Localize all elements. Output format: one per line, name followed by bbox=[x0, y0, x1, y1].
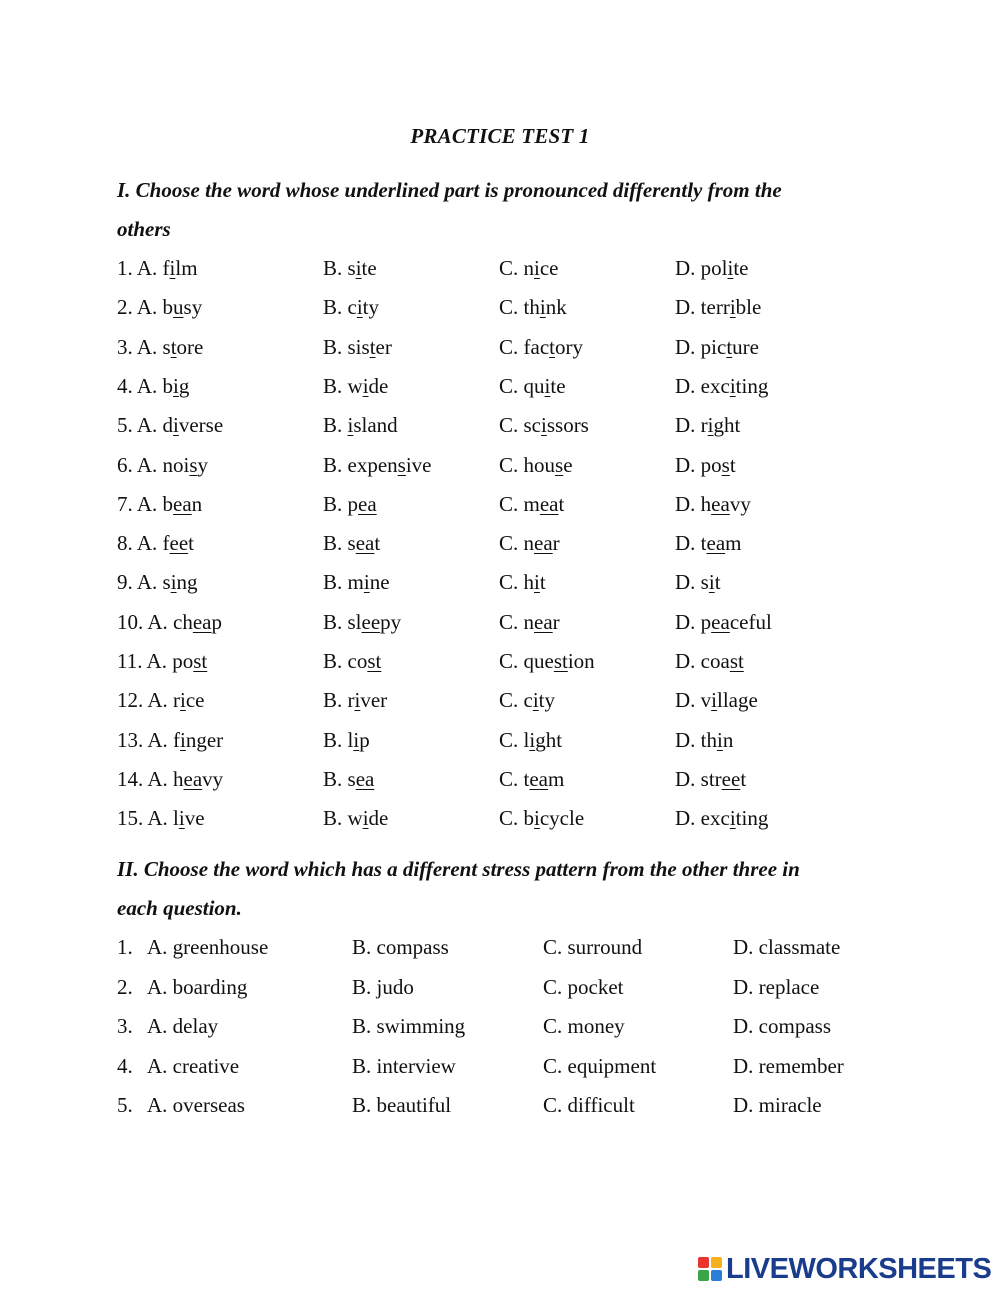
option-d bbox=[675, 335, 759, 360]
option-c bbox=[499, 531, 560, 556]
word-part-under: i bbox=[717, 727, 723, 752]
word-part-post: sland bbox=[353, 413, 398, 438]
word-part-post: vy bbox=[202, 766, 224, 791]
word-part-post: llage bbox=[717, 688, 758, 713]
option-b: B. compass bbox=[352, 935, 449, 959]
section1-heading-line2: others bbox=[117, 217, 171, 241]
word-part-under: i bbox=[534, 256, 540, 280]
word-part-under: ea bbox=[534, 531, 553, 556]
option-c bbox=[499, 453, 573, 478]
question-number: 2. A. bbox=[117, 295, 158, 320]
word-part-pre: f bbox=[162, 256, 170, 280]
word-part-post: er bbox=[375, 334, 392, 359]
word-part-post: t bbox=[714, 570, 721, 595]
word-part-under: i bbox=[362, 373, 369, 398]
word-part-under: i bbox=[727, 256, 734, 280]
word-part-pre: C. t bbox=[499, 766, 530, 791]
word-part-pre: C. n bbox=[499, 531, 535, 556]
word-part-under: ea bbox=[355, 531, 375, 556]
word-part-under: st bbox=[553, 649, 568, 673]
word-part-pre: b bbox=[162, 373, 174, 398]
word-part-pre: C. m bbox=[499, 491, 540, 516]
word-part-post: ble bbox=[735, 295, 762, 320]
word-part-under: s bbox=[721, 452, 730, 477]
word-part-pre: B. m bbox=[323, 570, 364, 595]
word-part-post: te bbox=[550, 373, 566, 398]
word-part-post: t bbox=[729, 452, 736, 477]
option-c bbox=[499, 610, 560, 635]
word-part-under: i bbox=[708, 570, 715, 595]
word-part-under: i bbox=[529, 727, 536, 752]
option-a bbox=[117, 374, 189, 399]
option-b bbox=[323, 492, 377, 517]
option-d bbox=[675, 688, 758, 713]
word-part-pre: D. exc bbox=[675, 373, 730, 398]
word-part-post: ve bbox=[184, 806, 205, 831]
word-part-pre: B. l bbox=[323, 727, 354, 752]
option-d bbox=[675, 256, 749, 281]
option-d: D. remember bbox=[733, 1053, 844, 1078]
option-a bbox=[117, 453, 208, 478]
option-a bbox=[117, 492, 202, 517]
word-part-pre: C. c bbox=[499, 688, 533, 713]
word-part-pre: ch bbox=[173, 609, 193, 634]
option-b: B. judo bbox=[352, 974, 414, 999]
word-part-pre: C. qu bbox=[499, 373, 545, 398]
logo-mark-icon bbox=[698, 1257, 722, 1281]
word-part-post: ty bbox=[538, 688, 556, 713]
word-part-pre: D. s bbox=[675, 570, 709, 595]
word-part-under: i bbox=[173, 373, 179, 398]
word-part-pre: C. hou bbox=[499, 452, 556, 477]
word-part-post: m bbox=[725, 531, 742, 556]
word-part-under: i bbox=[356, 295, 363, 320]
word-part-under: st bbox=[729, 649, 744, 673]
word-part-under: ea bbox=[358, 491, 377, 516]
word-part-post: ght bbox=[713, 413, 741, 438]
option-a bbox=[117, 335, 203, 360]
question-number: 8. A. bbox=[117, 531, 158, 556]
question-number: 1. A. bbox=[117, 256, 158, 280]
word-part-under: i bbox=[354, 688, 361, 713]
word-part-pre: C. n bbox=[499, 609, 535, 634]
word-part-under: ee bbox=[361, 609, 381, 634]
option-b: B. swimming bbox=[352, 1014, 466, 1038]
word-part-pre: s bbox=[162, 334, 171, 359]
word-part-pre: B. sl bbox=[323, 609, 362, 634]
word-part-under: i bbox=[729, 373, 736, 398]
option-d bbox=[675, 806, 768, 831]
word-part-post: cycle bbox=[539, 806, 585, 831]
word-part-pre: f bbox=[162, 531, 170, 556]
word-part-under: i bbox=[541, 413, 547, 438]
word-part-pre: D. th bbox=[675, 727, 717, 752]
word-part-pre: C. n bbox=[499, 256, 535, 280]
word-part-post: y bbox=[197, 452, 209, 477]
option-a bbox=[117, 767, 223, 792]
word-part-under: i bbox=[544, 373, 551, 398]
option-c: C. difficult bbox=[543, 1093, 635, 1117]
option-a bbox=[117, 256, 198, 281]
word-part-post: t bbox=[558, 491, 565, 516]
option-a bbox=[117, 531, 194, 556]
logo-square-4 bbox=[711, 1270, 722, 1281]
word-part-under: s bbox=[189, 452, 198, 477]
word-part-pre: D. coa bbox=[675, 649, 730, 673]
word-part-post: m bbox=[548, 766, 565, 791]
word-part-post: p bbox=[211, 609, 222, 634]
option-d bbox=[675, 374, 768, 399]
word-part-under: st bbox=[193, 649, 208, 673]
word-part-under: i bbox=[363, 570, 370, 595]
word-part-pre: D. v bbox=[675, 688, 712, 713]
word-part-post: ce bbox=[539, 256, 559, 280]
word-part-under: ea bbox=[192, 609, 212, 634]
word-part-under: i bbox=[534, 570, 540, 595]
word-part-post: ting bbox=[735, 373, 769, 398]
word-part-under: ee bbox=[721, 766, 741, 791]
word-part-pre: B. sis bbox=[323, 334, 370, 359]
option-c bbox=[499, 374, 566, 399]
option-b bbox=[323, 453, 432, 478]
word-part-post: ng bbox=[176, 570, 198, 595]
word-part-pre: h bbox=[173, 766, 184, 791]
word-part-under: i bbox=[729, 295, 736, 320]
question-number: 4. bbox=[117, 1053, 133, 1078]
option-b bbox=[323, 256, 377, 281]
option-b bbox=[323, 806, 388, 831]
word-part-pre: s bbox=[162, 570, 171, 595]
word-part-pre: C. que bbox=[499, 649, 554, 673]
word-part-post: ure bbox=[732, 334, 759, 359]
word-part-pre: D. po bbox=[675, 452, 722, 477]
word-part-pre: D. pic bbox=[675, 334, 727, 359]
word-part-pre: D. r bbox=[675, 413, 708, 438]
word-part-post: t bbox=[374, 531, 381, 556]
word-part-post: nger bbox=[185, 727, 224, 752]
option-b bbox=[323, 728, 370, 753]
logo-square-2 bbox=[711, 1257, 722, 1268]
option-b bbox=[323, 688, 387, 713]
word-part-pre: B. s bbox=[323, 531, 356, 556]
section2-heading-line1: II. Choose the word which has a different stress pattern from the other three in bbox=[117, 857, 800, 881]
word-part-under: i bbox=[180, 688, 186, 713]
word-part-post: n bbox=[191, 491, 203, 516]
option-a: A. greenhouse bbox=[147, 935, 269, 959]
word-part-under: s bbox=[555, 452, 564, 477]
option-b bbox=[323, 413, 398, 438]
word-part-under: ea bbox=[183, 766, 203, 791]
logo-square-1 bbox=[698, 1257, 709, 1268]
option-d bbox=[675, 492, 751, 517]
option-a: A. creative bbox=[147, 1053, 240, 1078]
option-b bbox=[323, 374, 388, 399]
word-part-pre: D. p bbox=[675, 609, 712, 634]
option-d: D. classmate bbox=[733, 935, 841, 959]
question-number: 10. A. bbox=[117, 609, 168, 634]
word-part-pre: D. terr bbox=[675, 295, 730, 320]
option-a: A. delay bbox=[147, 1014, 219, 1038]
word-part-under: t bbox=[170, 334, 177, 359]
question-number: 2. bbox=[117, 974, 133, 999]
word-part-under: i bbox=[729, 806, 736, 831]
option-c bbox=[499, 767, 564, 792]
word-part-pre: B. expen bbox=[323, 452, 398, 477]
word-part-post: ive bbox=[405, 452, 432, 477]
word-part-post: t bbox=[188, 531, 195, 556]
word-part-post: ssors bbox=[546, 413, 589, 438]
option-c bbox=[499, 492, 564, 517]
word-part-post: de bbox=[368, 373, 389, 398]
option-c: C. money bbox=[543, 1014, 625, 1038]
option-b bbox=[323, 570, 390, 595]
question-number: 15. A. bbox=[117, 806, 168, 831]
word-part-post: ion bbox=[567, 649, 595, 673]
word-part-pre: B. r bbox=[323, 688, 355, 713]
word-part-under: ea bbox=[173, 491, 192, 516]
word-part-under: ee bbox=[169, 531, 189, 556]
logo-text: LIVEWORKSHEETS bbox=[726, 1252, 992, 1285]
option-d bbox=[675, 767, 746, 792]
option-d bbox=[675, 610, 772, 635]
word-part-under: ea bbox=[539, 491, 559, 516]
page-title: PRACTICE TEST 1 bbox=[410, 124, 590, 148]
word-part-post: e bbox=[563, 452, 573, 477]
option-d bbox=[675, 570, 721, 595]
word-part-post: t bbox=[740, 766, 747, 791]
word-part-post: te bbox=[733, 256, 749, 280]
word-part-pre: D. t bbox=[675, 531, 707, 556]
option-c bbox=[499, 570, 546, 595]
question-number: 9. A. bbox=[117, 570, 158, 595]
word-part-pre: B. w bbox=[323, 806, 363, 831]
word-part-post: ne bbox=[369, 570, 390, 595]
word-part-pre: C. l bbox=[499, 727, 530, 752]
word-part-under: st bbox=[367, 649, 382, 673]
word-part-pre: B. s bbox=[323, 766, 356, 791]
option-d: D. miracle bbox=[733, 1093, 822, 1117]
option-d bbox=[675, 531, 742, 556]
question-number: 3. bbox=[117, 1014, 133, 1038]
section1-heading-line1: I. Choose the word whose underlined part is pronounced differently from the bbox=[117, 178, 782, 202]
option-c bbox=[499, 688, 555, 713]
option-a: A. boarding bbox=[147, 974, 248, 999]
option-d bbox=[675, 413, 740, 438]
word-part-pre: C. sc bbox=[499, 413, 541, 438]
word-part-pre: B. s bbox=[323, 256, 356, 280]
option-a bbox=[117, 570, 198, 595]
word-part-pre: d bbox=[162, 413, 174, 438]
option-a bbox=[117, 295, 202, 320]
question-number: 7. A. bbox=[117, 491, 158, 516]
word-part-under: s bbox=[397, 452, 406, 477]
word-part-post: te bbox=[361, 256, 377, 280]
option-c bbox=[499, 649, 595, 674]
option-b: B. beautiful bbox=[352, 1093, 452, 1117]
word-part-pre: l bbox=[173, 806, 179, 831]
word-part-post: g bbox=[178, 373, 190, 398]
option-b bbox=[323, 335, 392, 360]
question-number: 5. A. bbox=[117, 413, 158, 438]
word-part-under: ea bbox=[711, 491, 730, 516]
word-part-pre: B. p bbox=[323, 491, 359, 516]
word-part-under: i bbox=[534, 806, 540, 831]
option-a: A. overseas bbox=[147, 1093, 245, 1117]
option-d bbox=[675, 649, 744, 674]
word-part-under: i bbox=[180, 727, 186, 752]
word-part-post: verse bbox=[178, 413, 224, 438]
word-part-pre: B. c bbox=[323, 295, 357, 320]
word-part-under: ea bbox=[534, 609, 553, 634]
word-part-under: t bbox=[726, 334, 733, 359]
word-part-under: ea bbox=[529, 766, 548, 791]
option-c: C. equipment bbox=[543, 1053, 657, 1078]
option-d bbox=[675, 295, 761, 320]
option-c bbox=[499, 295, 567, 320]
question-number: 11. A. bbox=[117, 649, 167, 673]
word-part-pre: B. co bbox=[323, 649, 368, 673]
option-b bbox=[323, 531, 380, 556]
word-part-pre: b bbox=[162, 295, 174, 320]
option-c bbox=[499, 806, 584, 831]
word-part-pre: C. th bbox=[499, 295, 540, 320]
word-part-post: ty bbox=[362, 295, 380, 320]
option-a bbox=[117, 649, 207, 674]
option-c bbox=[499, 335, 583, 360]
option-c: C. surround bbox=[543, 935, 643, 959]
question-number: 4. A. bbox=[117, 373, 158, 398]
option-d bbox=[675, 453, 736, 478]
question-number: 14. A. bbox=[117, 766, 168, 791]
word-part-under: i bbox=[355, 256, 362, 280]
section2-heading-line2: each question. bbox=[117, 896, 242, 920]
word-part-post: ce bbox=[185, 688, 205, 713]
word-part-pre: C. h bbox=[499, 570, 535, 595]
word-part-post: nk bbox=[545, 295, 567, 320]
liveworksheets-logo bbox=[698, 1253, 994, 1285]
word-part-post: n bbox=[722, 727, 734, 752]
option-d: D. replace bbox=[733, 974, 820, 999]
word-part-pre: f bbox=[173, 727, 181, 752]
option-d bbox=[675, 728, 733, 753]
word-part-under: ea bbox=[711, 609, 730, 634]
word-part-under: u bbox=[173, 295, 184, 320]
question-number: 5. bbox=[117, 1093, 133, 1117]
question-number: 3. A. bbox=[117, 334, 158, 359]
option-a bbox=[117, 806, 205, 831]
option-a bbox=[117, 688, 205, 713]
word-part-under: i bbox=[362, 806, 369, 831]
logo-square-3 bbox=[698, 1270, 709, 1281]
word-part-pre: D. pol bbox=[675, 256, 728, 280]
word-part-post: py bbox=[380, 609, 402, 634]
option-a bbox=[117, 728, 223, 753]
word-part-under: i bbox=[169, 256, 176, 280]
word-part-post: ting bbox=[735, 806, 769, 831]
option-a bbox=[117, 413, 223, 438]
option-c bbox=[499, 728, 562, 753]
word-part-under: ea bbox=[706, 531, 726, 556]
option-c bbox=[499, 413, 589, 438]
question-number: 13. A. bbox=[117, 727, 168, 752]
option-b bbox=[323, 767, 374, 792]
word-part-pre: B. w bbox=[323, 373, 363, 398]
word-part-under: i bbox=[353, 727, 360, 752]
word-part-pre: r bbox=[173, 688, 181, 713]
word-part-post: ore bbox=[176, 334, 204, 359]
word-part-post: sy bbox=[183, 295, 203, 320]
option-d: D. compass bbox=[733, 1014, 831, 1038]
option-b bbox=[323, 295, 379, 320]
word-part-pre: noi bbox=[162, 452, 190, 477]
word-part-post: r bbox=[552, 609, 560, 634]
word-part-post: ght bbox=[535, 727, 563, 752]
word-part-pre: D. h bbox=[675, 491, 712, 516]
option-c: C. pocket bbox=[543, 974, 624, 999]
option-c bbox=[499, 256, 559, 281]
word-part-under: i bbox=[170, 570, 177, 595]
option-b bbox=[323, 649, 381, 674]
word-part-under: ea bbox=[355, 766, 375, 791]
word-part-pre: D. exc bbox=[675, 806, 730, 831]
word-part-post: ver bbox=[360, 688, 388, 713]
word-part-pre: C. fac bbox=[499, 334, 550, 359]
word-part-under: i bbox=[532, 688, 539, 713]
word-part-under: i bbox=[178, 806, 185, 831]
word-part-post: r bbox=[552, 531, 560, 556]
word-part-post: vy bbox=[729, 491, 751, 516]
word-part-pre: D. str bbox=[675, 766, 722, 791]
option-b: B. interview bbox=[352, 1053, 456, 1078]
question-number: 1. bbox=[117, 935, 133, 959]
option-b bbox=[323, 610, 401, 635]
word-part-under: i bbox=[539, 295, 546, 320]
word-part-under: i bbox=[347, 413, 354, 438]
word-part-under: i bbox=[173, 413, 179, 438]
word-part-under: t bbox=[549, 334, 555, 359]
word-part-post: p bbox=[359, 727, 370, 752]
word-part-under: i bbox=[707, 413, 714, 438]
word-part-post: lm bbox=[175, 256, 198, 280]
option-a bbox=[117, 610, 222, 635]
word-part-under: i bbox=[711, 688, 718, 713]
word-part-pre: po bbox=[172, 649, 194, 673]
word-part-pre: b bbox=[162, 491, 174, 516]
word-part-post: ceful bbox=[729, 609, 772, 634]
word-part-under: t bbox=[369, 334, 376, 359]
word-part-post: ory bbox=[555, 334, 583, 359]
word-part-post: t bbox=[539, 570, 546, 595]
word-part-pre: C. b bbox=[499, 806, 535, 831]
word-part-pre: B. bbox=[323, 413, 348, 438]
question-number: 6. A. bbox=[117, 452, 158, 477]
question-number: 12. A. bbox=[117, 688, 168, 713]
word-part-post: de bbox=[368, 806, 389, 831]
